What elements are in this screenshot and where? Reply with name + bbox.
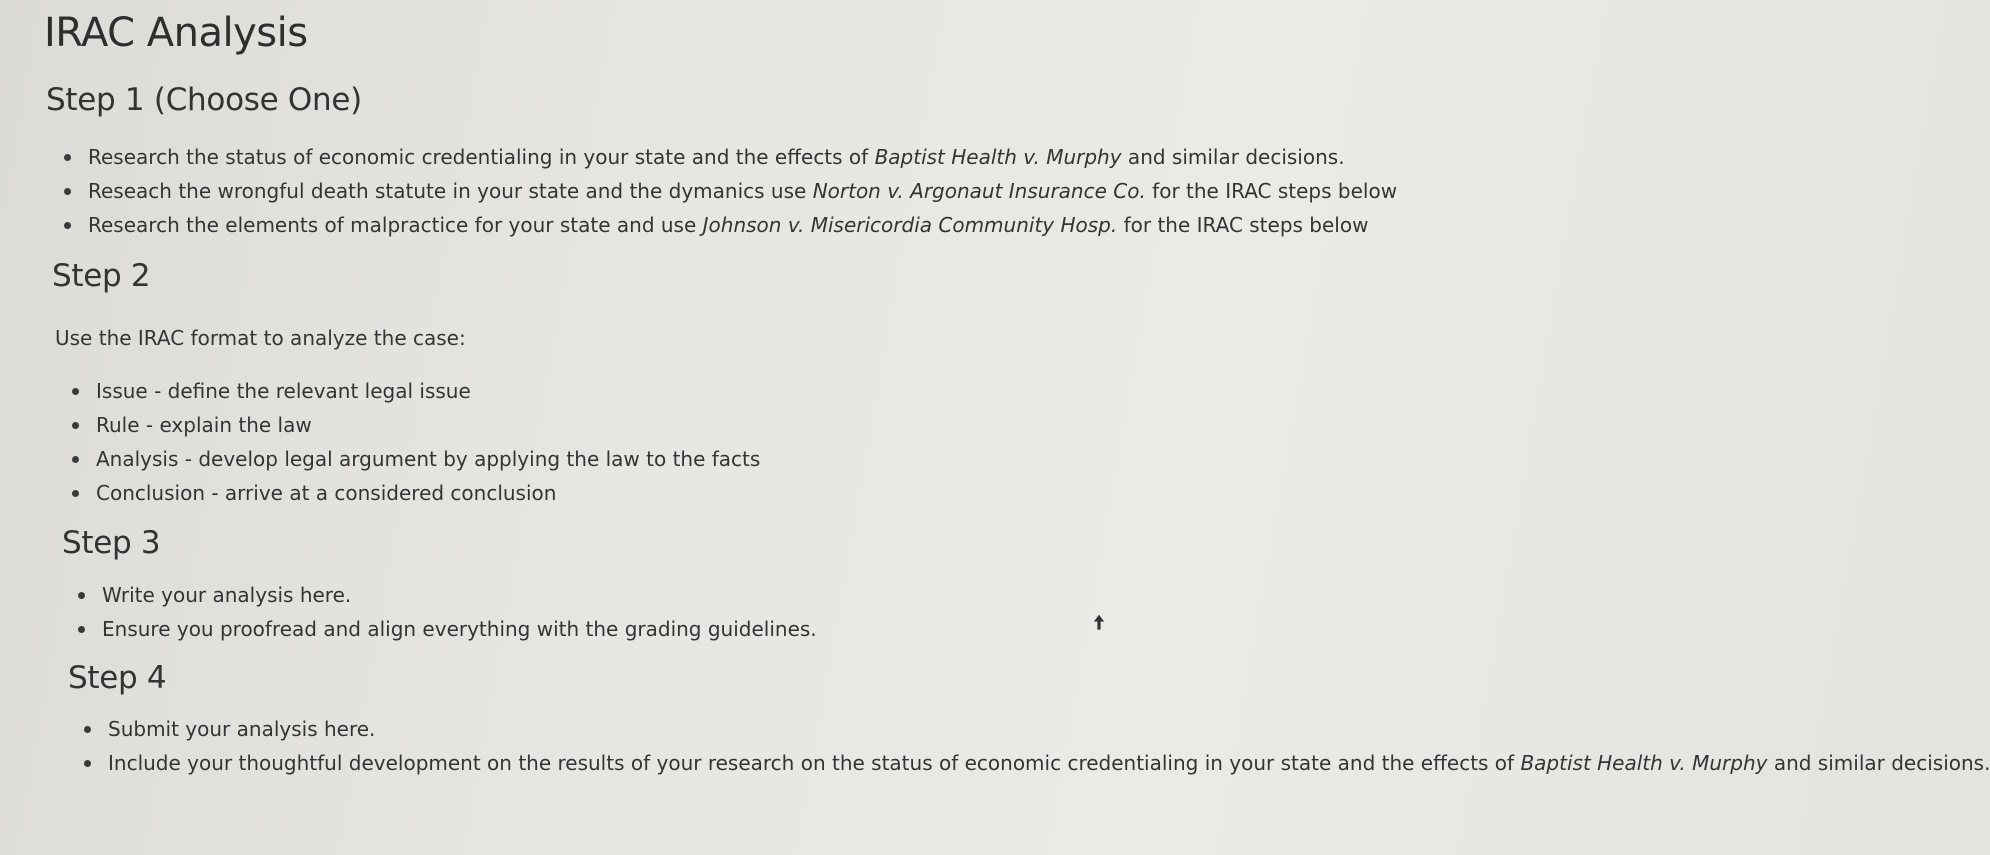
step2-item: Rule - explain the law <box>66 408 760 442</box>
bullet-icon <box>84 726 91 733</box>
step4-heading: Step 4 <box>68 660 167 696</box>
mouse-pointer-icon <box>1092 613 1106 631</box>
step1-heading: Step 1 (Choose One) <box>46 82 362 118</box>
step2-intro: Use the IRAC format to analyze the case: <box>55 326 466 350</box>
step4-list <box>78 712 1990 780</box>
bullet-icon <box>84 760 91 767</box>
step2-item: Conclusion - arrive at a considered conclusion <box>66 476 760 510</box>
bullet-icon <box>64 188 71 195</box>
step2-item: Analysis - develop legal argument by applying the law to the facts <box>66 442 760 476</box>
bullet-icon <box>72 388 79 395</box>
step4-item: Submit your analysis here. <box>78 712 1518 746</box>
step2-item: Issue - define the relevant legal issue <box>66 374 760 408</box>
case-name: Johnson v. Misericordia Community Hosp. <box>702 213 1118 237</box>
bullet-icon <box>72 490 79 497</box>
case-name: Norton v. Argonaut Insurance Co. <box>812 179 1146 203</box>
step3-item: Ensure you proofread and align everything with the grading guidelines. <box>72 612 817 646</box>
bullet-icon <box>64 222 71 229</box>
bullet-icon <box>72 422 79 429</box>
step2-list <box>66 374 760 510</box>
step3-list <box>72 578 817 646</box>
step1-item: Research the elements of malpractice for your state and use Johnson v. Misericordia Community Hosp. for the IRAC steps below <box>58 208 1397 242</box>
step3-item: Write your analysis here. <box>72 578 817 612</box>
case-name: Baptist Health v. Murphy <box>1520 751 1768 775</box>
page-title: IRAC Analysis <box>44 10 308 56</box>
step1-list <box>58 140 1397 242</box>
step1-item: Reseach the wrongful death statute in your state and the dymanics use Norton v. Argonaut Insurance Co. for the IRAC steps below <box>58 174 1397 208</box>
bullet-icon <box>64 154 71 161</box>
bullet-icon <box>78 626 85 633</box>
step1-item: Research the status of economic credentialing in your state and the effects of Baptist Health v. Murphy and similar decisions. <box>58 140 1397 174</box>
step2-heading: Step 2 <box>52 258 151 294</box>
case-name: Baptist Health v. Murphy <box>874 145 1122 169</box>
bullet-icon <box>72 456 79 463</box>
bullet-icon <box>78 592 85 599</box>
step3-heading: Step 3 <box>62 525 161 561</box>
step4-item: Include your thoughtful development on the results of your research on the status of economic credentialing in your state and the effects of Baptist Health v. Murphy and similar decisions. <box>78 746 1518 780</box>
